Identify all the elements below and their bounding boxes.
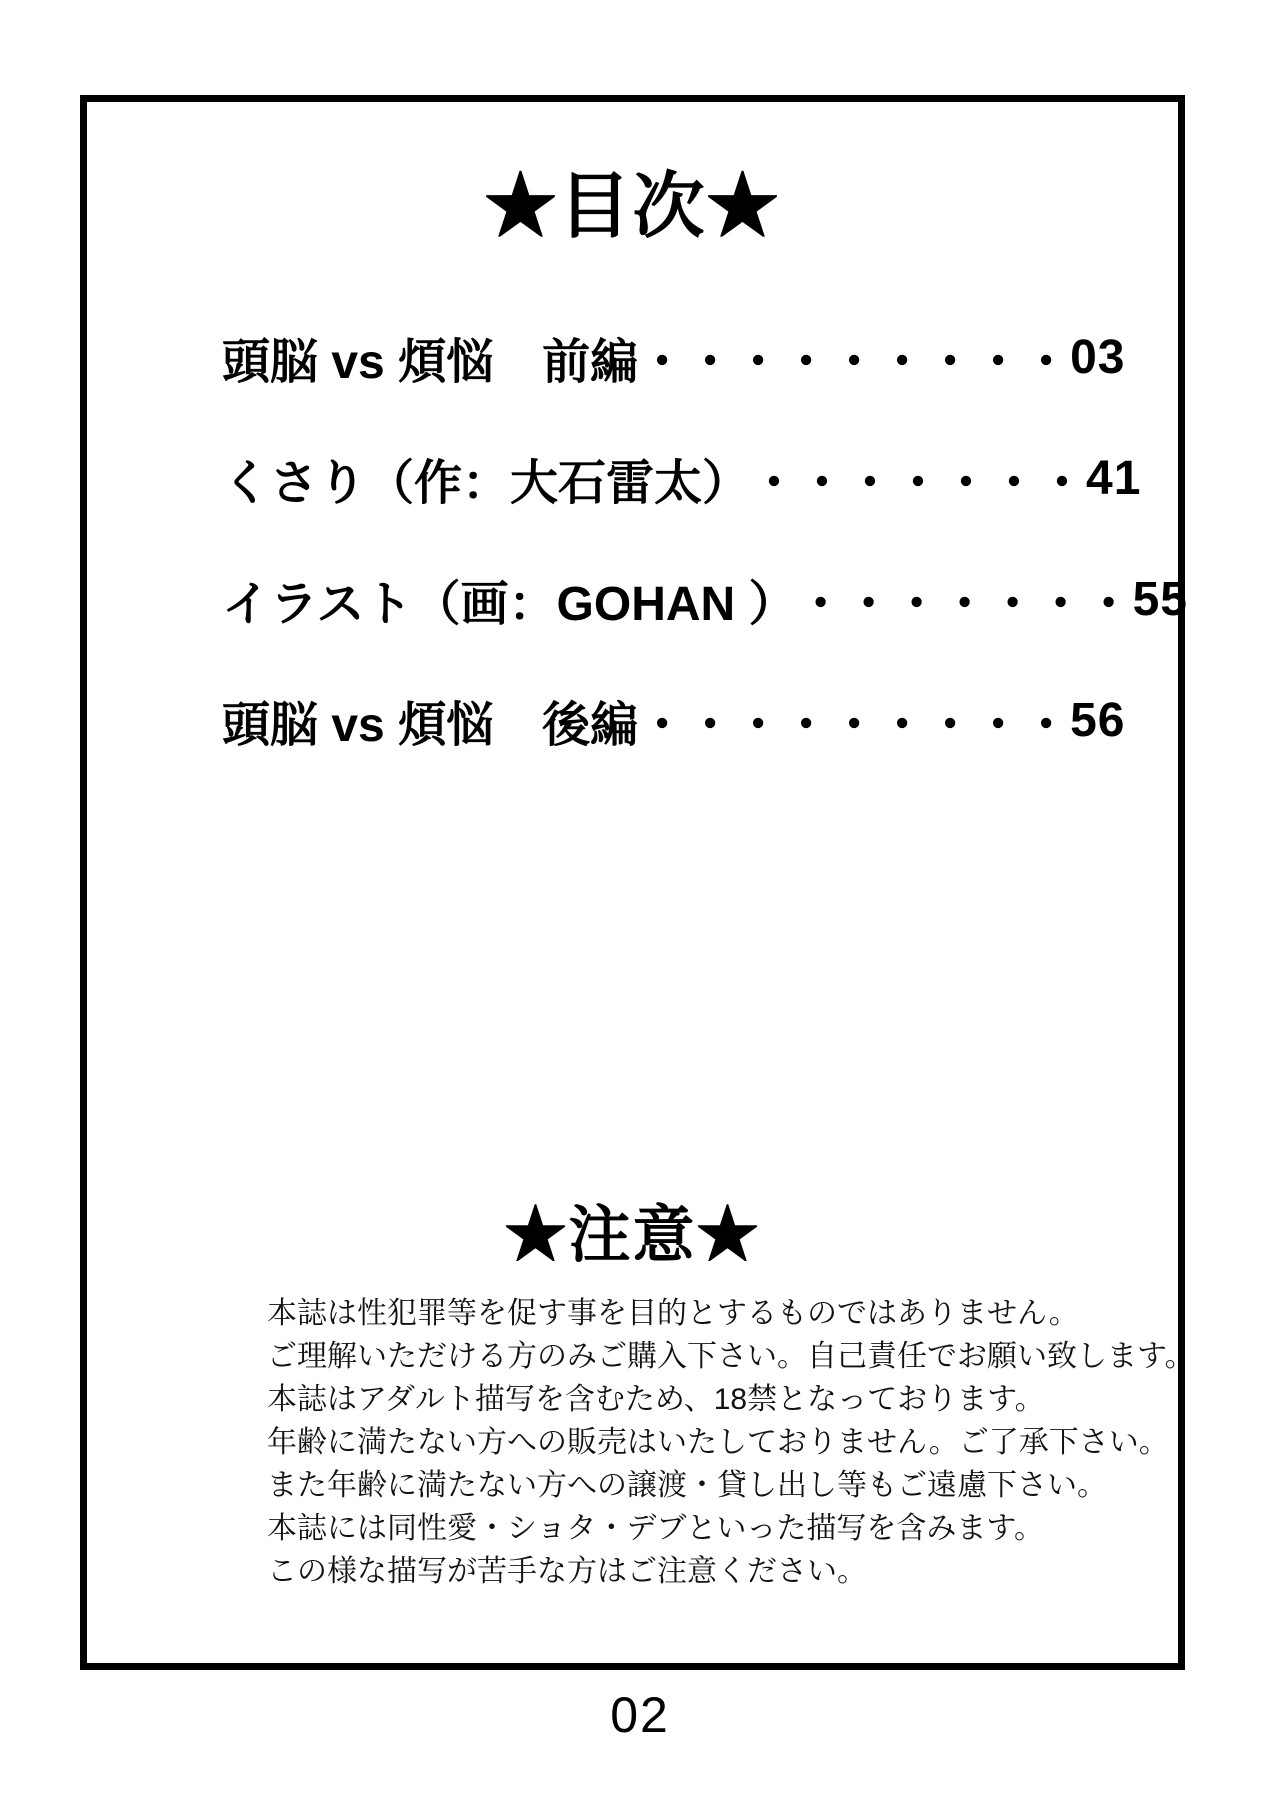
- toc-list: [222, 297, 1188, 781]
- notice-line: 本誌は性犯罪等を促す事を目的とするものではありません。: [267, 1297, 1079, 1330]
- toc-entry: [222, 297, 1148, 418]
- toc-entry-page: 03: [1070, 331, 1126, 384]
- toc-entry: [222, 418, 1148, 539]
- toc-entry-label: くさり（作：大石雷太）: [222, 457, 751, 510]
- toc-title: ★目次★: [484, 167, 781, 247]
- toc-dot-leader: ・・・・・・・・・: [638, 699, 1071, 752]
- notice-line: 本誌はアダルト描写を含むため、18禁となっております。: [267, 1383, 1045, 1416]
- toc-entry: [222, 539, 1188, 660]
- toc-entry-page: 55: [1132, 573, 1188, 626]
- notice-line: ご理解いただける方のみご購入下さい。自己責任でお願い致します。: [267, 1340, 1195, 1373]
- notice-text-block: [267, 1292, 1195, 1593]
- notice-line: 本誌には同性愛・ショタ・デブといった描写を含みます。: [267, 1512, 1044, 1545]
- toc-dot-leader: ・・・・・・・: [750, 457, 1087, 510]
- toc-entry-page: 41: [1086, 452, 1142, 505]
- page-border: [80, 95, 1195, 1670]
- notice-line: この様な描写が苦手な方はご注意ください。: [267, 1555, 867, 1588]
- notice-line: 年齢に満たない方への販売はいたしておりません。ご了承下さい。: [267, 1426, 1169, 1459]
- toc-entry-label: イラスト（画：GOHAN ）: [222, 578, 797, 631]
- toc-entry-label: 頭脳 vs 煩悩 前編: [222, 336, 639, 389]
- toc-dot-leader: ・・・・・・・・・: [638, 336, 1071, 389]
- page-number: 02: [610, 1687, 670, 1743]
- toc-entry-label: 頭脳 vs 煩悩 後編: [222, 699, 639, 752]
- toc-dot-leader: ・・・・・・・: [796, 578, 1133, 631]
- toc-entry: [222, 660, 1148, 781]
- notice-line: また年齢に満たない方への譲渡・貸し出し等もご遠慮下さい。: [267, 1469, 1107, 1502]
- notice-title: ★注意★: [504, 1201, 761, 1270]
- toc-entry-page: 56: [1070, 694, 1126, 747]
